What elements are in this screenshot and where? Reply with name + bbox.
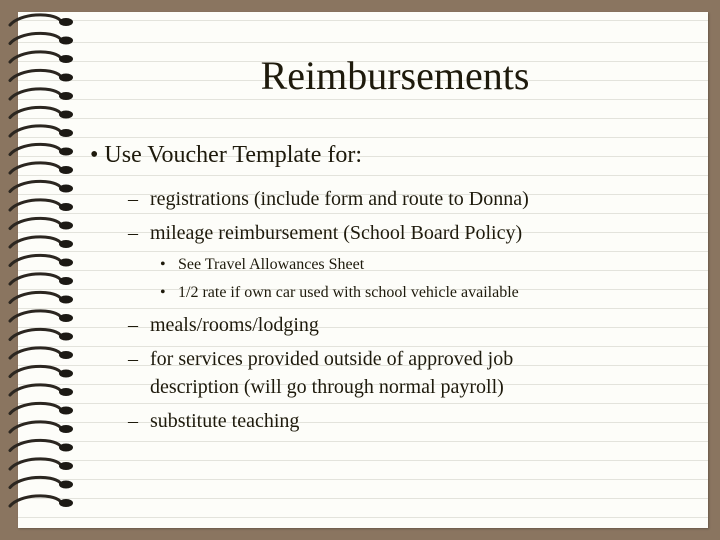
item-text: substitute teaching bbox=[150, 410, 300, 432]
spiral-ring-icon bbox=[10, 144, 73, 155]
spiral-ring-icon bbox=[10, 52, 73, 63]
spiral-ring-icon bbox=[10, 477, 73, 488]
subitem-text: 1/2 rate if own car used with school vehicle available bbox=[178, 284, 519, 301]
spiral-ring-icon bbox=[10, 348, 73, 359]
spiral-ring-icon bbox=[10, 292, 73, 303]
dash-marker: – bbox=[128, 348, 138, 370]
spiral-ring-icon bbox=[10, 403, 73, 414]
spiral-ring-icon bbox=[10, 385, 73, 396]
spiral-ring-icon bbox=[10, 329, 73, 340]
spiral-ring-icon bbox=[10, 422, 73, 433]
spiral-ring-icon bbox=[10, 459, 73, 470]
list-item bbox=[128, 188, 529, 211]
list-item bbox=[128, 314, 319, 337]
spiral-ring-icon bbox=[10, 274, 73, 285]
spiral-ring-icon bbox=[10, 107, 73, 118]
spiral-ring-icon bbox=[10, 255, 73, 266]
item-text: for services provided outside of approved job bbox=[150, 348, 514, 370]
spiral-ring-icon bbox=[10, 33, 73, 44]
sub-list-item bbox=[160, 284, 519, 302]
spiral-ring-icon bbox=[10, 181, 73, 192]
sub-list-item bbox=[160, 256, 364, 274]
spiral-ring-icon bbox=[10, 200, 73, 211]
dash-marker: – bbox=[128, 188, 138, 210]
subitem-text: See Travel Allowances Sheet bbox=[178, 256, 365, 273]
dot-marker: • bbox=[160, 284, 166, 301]
dash-marker: – bbox=[128, 410, 138, 432]
spiral-ring-icon bbox=[10, 496, 73, 507]
item-continuation: description (will go through normal payroll) bbox=[150, 376, 504, 398]
spiral-ring-icon bbox=[10, 440, 73, 451]
spiral-ring-icon bbox=[10, 89, 73, 100]
spiral-ring-icon bbox=[10, 366, 73, 377]
spiral-ring-icon bbox=[10, 70, 73, 81]
item-text: mileage reimbursement (School Board Policy) bbox=[150, 222, 523, 244]
main-bullet: • Use Voucher Template for: bbox=[90, 142, 362, 168]
dash-marker: – bbox=[128, 222, 138, 244]
spiral-ring-icon bbox=[10, 126, 73, 137]
dash-marker: – bbox=[128, 314, 138, 336]
spiral-ring-icon bbox=[10, 218, 73, 229]
list-item bbox=[128, 222, 522, 245]
spiral-binding bbox=[0, 0, 90, 540]
dot-marker: • bbox=[160, 256, 166, 273]
spiral-ring-icon bbox=[10, 163, 73, 174]
list-item bbox=[128, 410, 299, 433]
list-item bbox=[128, 348, 513, 371]
slide-title: Reimbursements bbox=[260, 53, 530, 98]
spiral-ring-icon bbox=[10, 237, 73, 248]
spiral-ring-icon bbox=[10, 311, 73, 322]
spiral-ring-icon bbox=[10, 15, 73, 26]
item-text: meals/rooms/lodging bbox=[150, 314, 319, 336]
item-text: registrations (include form and route to Donna) bbox=[150, 188, 529, 210]
